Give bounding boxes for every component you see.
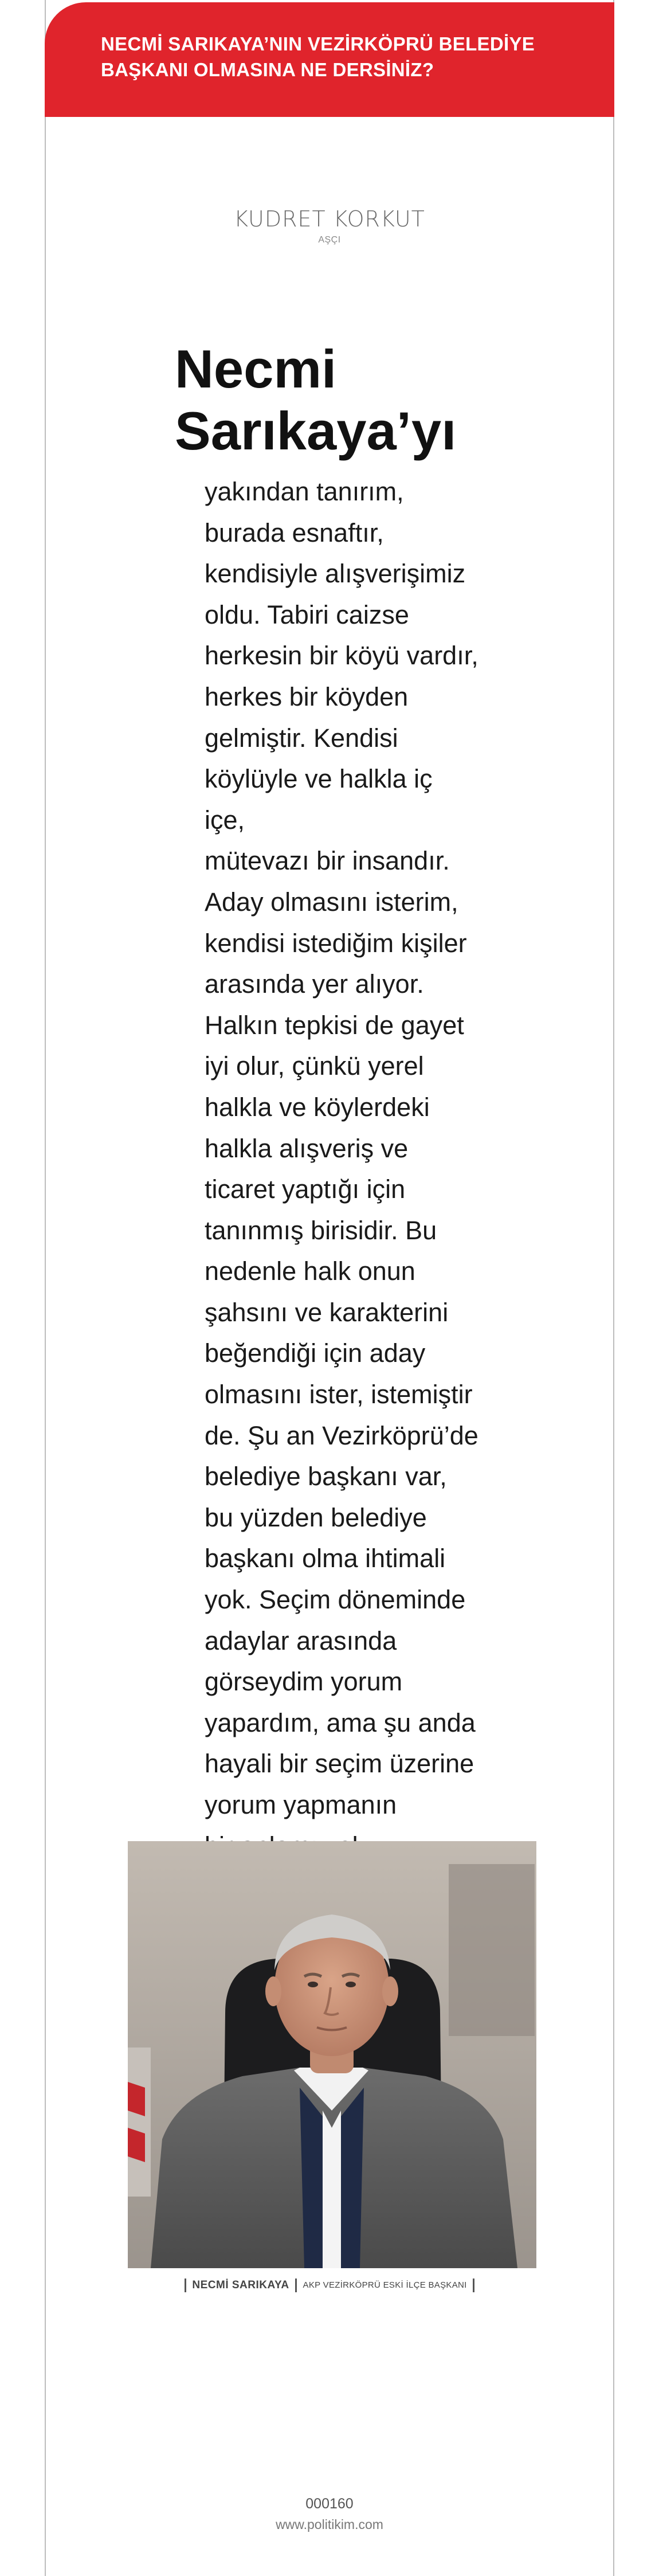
- body-line: şahsını ve karakterini: [205, 1297, 449, 1327]
- body-line: belediye başkanı var,: [205, 1462, 447, 1491]
- caption-separator: [185, 2279, 186, 2292]
- body-line: görseydim yorum: [205, 1667, 403, 1697]
- site-url[interactable]: www.politikim.com: [276, 2517, 383, 2532]
- body-line: halkla ve köylerdeki: [205, 1092, 430, 1122]
- article-heading: [175, 338, 496, 462]
- body-line: adaylar arasında: [205, 1626, 397, 1655]
- article-body: [205, 471, 480, 1866]
- page-number: 000160: [305, 2496, 354, 2512]
- article-heading-line-1: Necmi: [175, 339, 337, 399]
- body-line: nedenle halk onun: [205, 1256, 415, 1286]
- body-line: yakından tanırım,: [205, 477, 404, 506]
- page-footer: [45, 2495, 614, 2534]
- body-line: de. Şu an Vezirköprü’de: [205, 1420, 478, 1450]
- body-line: beğendiği için aday: [205, 1338, 426, 1368]
- body-line: Aday olmasını isterim,: [205, 887, 458, 917]
- body-line: tanınmış birisidir. Bu: [205, 1215, 437, 1245]
- body-line: başkanı olma ihtimali: [205, 1544, 446, 1573]
- body-line: gelmiştir. Kendisi: [205, 723, 398, 753]
- portrait-photo: [128, 1841, 536, 2268]
- author-name: KUDRET KORKUT: [234, 206, 425, 232]
- question-title-line-2: BAŞKANI OLMASINA NE DERSİNİZ?: [101, 59, 434, 80]
- body-line: kendisi istediğim kişiler: [205, 928, 467, 958]
- body-line: yok. Seçim döneminde: [205, 1585, 466, 1615]
- caption-title: AKP VEZİRKÖPRÜ ESKİ İLÇE BAŞKANI: [303, 2280, 467, 2290]
- caption-separator: [295, 2279, 297, 2292]
- body-line: burada esnaftır,: [205, 518, 384, 547]
- body-line: ticaret yaptığı için: [205, 1175, 406, 1204]
- body-line: iyi olur, çünkü yerel: [205, 1051, 424, 1081]
- author-role: AŞÇI: [318, 235, 341, 245]
- article-heading-line-2: Sarıkaya’yı: [175, 401, 457, 461]
- photo-caption: [45, 2277, 614, 2294]
- body-line: herkes bir köyden: [205, 682, 409, 711]
- body-line: Halkın tepkisi de gayet: [205, 1010, 464, 1040]
- body-line: halkla alışveriş ve: [205, 1133, 409, 1163]
- body-line: herkesin bir köyü vardır,: [205, 641, 478, 671]
- body-line: yapardım, ama şu anda: [205, 1708, 476, 1737]
- question-title: [101, 31, 580, 83]
- caption-name: NECMİ SARIKAYA: [192, 2279, 289, 2291]
- header-banner: [45, 2, 614, 117]
- portrait-illustration: [128, 1841, 536, 2268]
- body-line: yorum yapmanın: [205, 1790, 397, 1819]
- body-line: bu yüzden belediye: [205, 1502, 427, 1532]
- body-line: kendisiyle alışverişimiz: [205, 559, 466, 589]
- author-block: [45, 206, 614, 245]
- body-line: mütevazı bir insandır.: [205, 846, 450, 876]
- body-line: olmasını ister, istemiştir: [205, 1380, 473, 1410]
- body-line: oldu. Tabiri caizse: [205, 600, 409, 629]
- caption-separator: [473, 2279, 474, 2292]
- body-line: hayali bir seçim üzerine: [205, 1749, 474, 1779]
- body-line: köylüyle ve halkla iç içe,: [205, 764, 433, 835]
- body-line: arasında yer alıyor.: [205, 969, 424, 999]
- question-title-line-1: NECMİ SARIKAYA’NIN VEZİRKÖPRÜ BELEDİYE: [101, 33, 535, 54]
